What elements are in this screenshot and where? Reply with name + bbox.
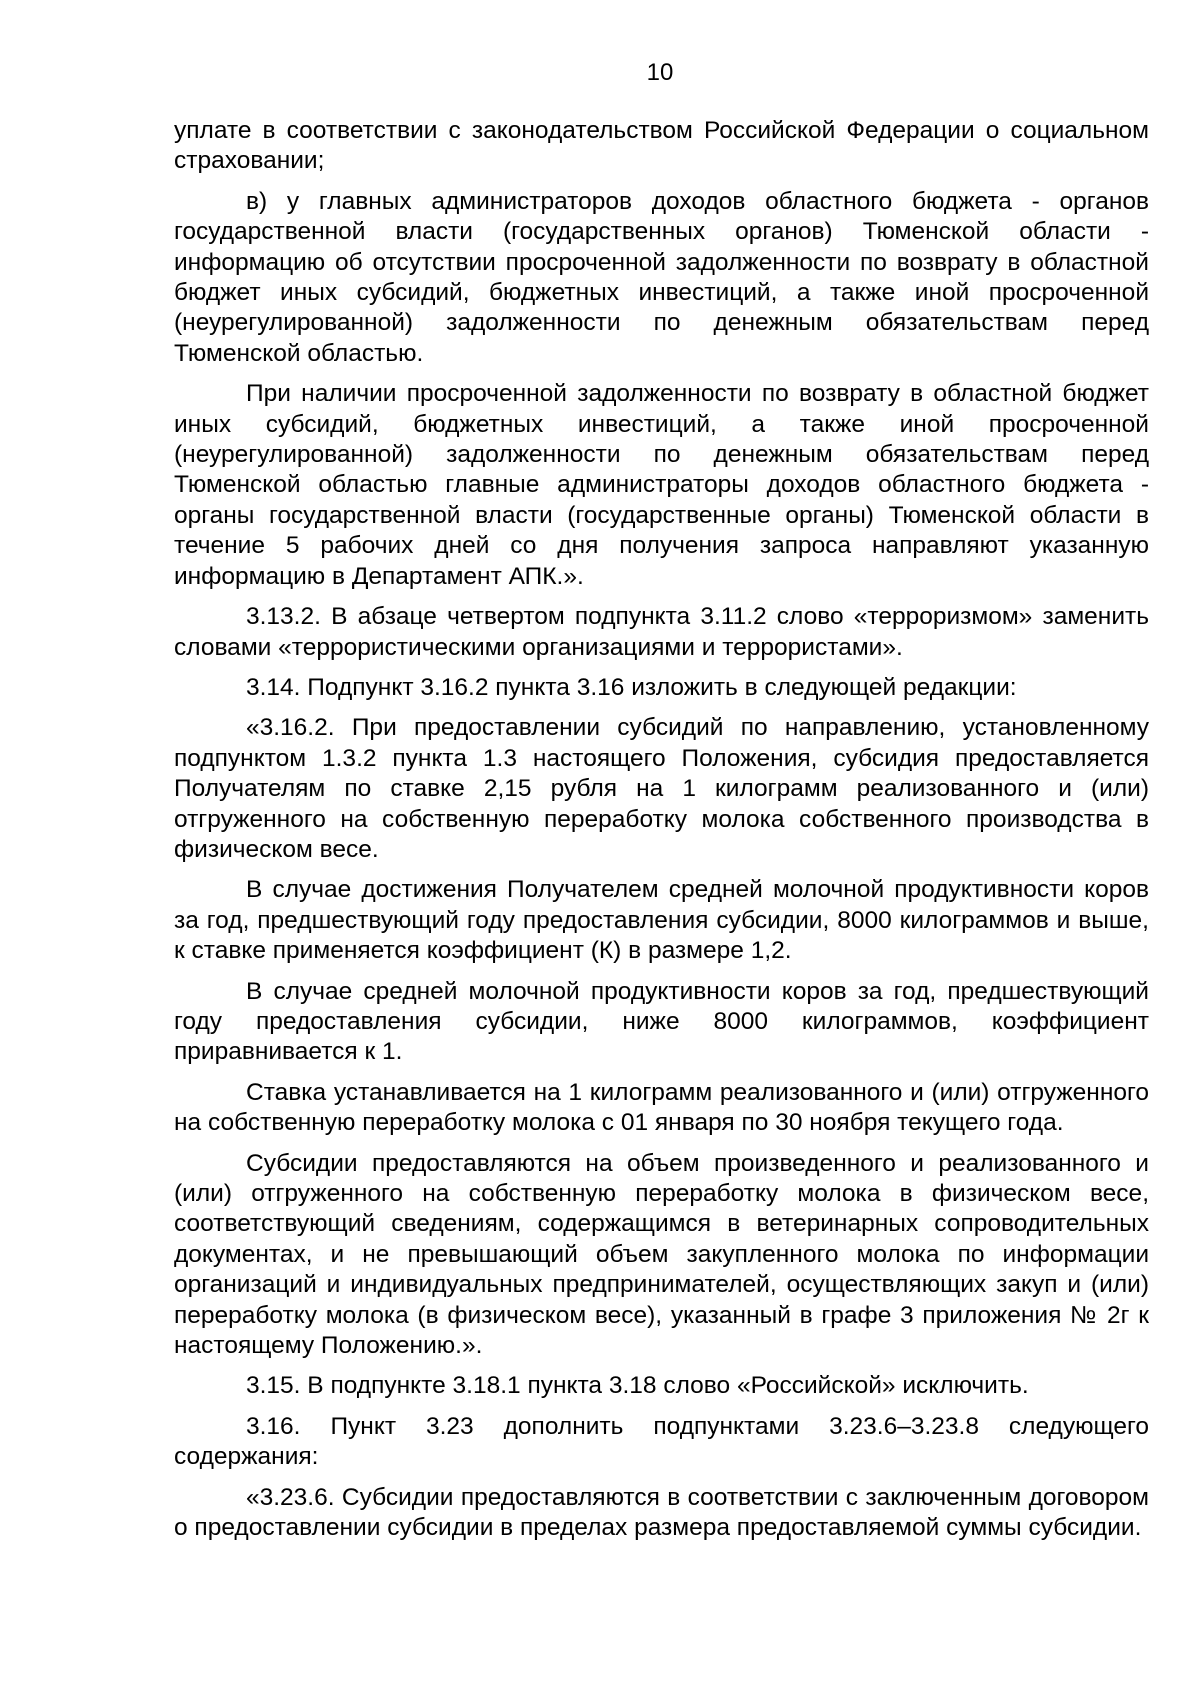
page-number: 10	[646, 59, 674, 86]
paragraph: в) у главных администраторов доходов областного бюджета - органов государственной власти (государственных органов) Тюменской области - информацию об отсутствии просроченной задолженности по возврату в областной бюджет иных субсидий, бюджетных инвестиций, а также иной просроченной (неурегулированной) задолженности по денежным обязательствам перед Тюменской областью.	[174, 187, 1149, 367]
paragraph: «3.23.6. Субсидии предоставляются в соответствии с заключенным договором о предоставлении субсидии в пределах размера предоставляемой суммы субсидии.	[174, 1483, 1149, 1542]
paragraph: Ставка устанавливается на 1 килограмм реализованного и (или) отгруженного на собственную переработку молока с 01 января по 30 ноября текущего года.	[174, 1078, 1149, 1137]
paragraph: 3.16. Пункт 3.23 дополнить подпунктами 3.23.6–3.23.8 следующего содержания:	[174, 1412, 1149, 1471]
document-body	[174, 116, 1149, 1553]
paragraph: уплате в соответствии с законодательством Российской Федерации о социальном страховании;	[174, 117, 1149, 175]
paragraph: В случае средней молочной продуктивности коров за год, предшествующий году предоставления субсидии, ниже 8000 килограммов, коэффициент приравнивается к 1.	[174, 977, 1149, 1066]
paragraph: 3.13.2. В абзаце четвертом подпункта 3.11.2 слово «терроризмом» заменить словами «террористическими организациями и террористами».	[174, 603, 1149, 661]
paragraph: «3.16.2. При предоставлении субсидий по направлению, установленному подпунктом 1.3.2 пункта 1.3 настоящего Положения, субсидия предоставляется Получателям по ставке 2,15 рубля на 1 килограмм реализованного и (или) отгруженного на собственную переработку молока собственного производства в физическом весе.	[174, 714, 1149, 863]
paragraph: 3.15. В подпункте 3.18.1 пункта 3.18 слово «Российской» исключить.	[246, 1372, 1029, 1400]
paragraph: Субсидии предоставляются на объем произведенного и реализованного и (или) отгруженного на собственную переработку молока в физическом весе, соответствующий сведениям, содержащимся в ветеринарных сопроводительных документах, и не превышающий объем закупленного молока по информации организаций и индивидуальных предпринимателей, осуществляющих закуп и (или) переработку молока (в физическом весе), указанный в графе 3 приложения № 2г к настоящему Положению.».	[174, 1149, 1149, 1360]
paragraph: В случае достижения Получателем средней молочной продуктивности коров за год, предшествующий году предоставления субсидии, 8000 килограммов и выше, к ставке применяется коэффициент (К) в размере 1,2.	[174, 876, 1149, 965]
paragraph: При наличии просроченной задолженности по возврату в областной бюджет иных субсидий, бюджетных инвестиций, а также иной просроченной (неурегулированной) задолженности по денежным обязательствам перед Тюменской областью главные администраторы доходов областного бюджета - органы государственной власти (государственные органы) Тюменской области в течение 5 рабочих дней со дня получения запроса направляют указанную информацию в Департамент АПК.».	[174, 380, 1149, 590]
paragraph: 3.14. Подпункт 3.16.2 пункта 3.16 изложить в следующей редакции:	[246, 673, 1017, 701]
